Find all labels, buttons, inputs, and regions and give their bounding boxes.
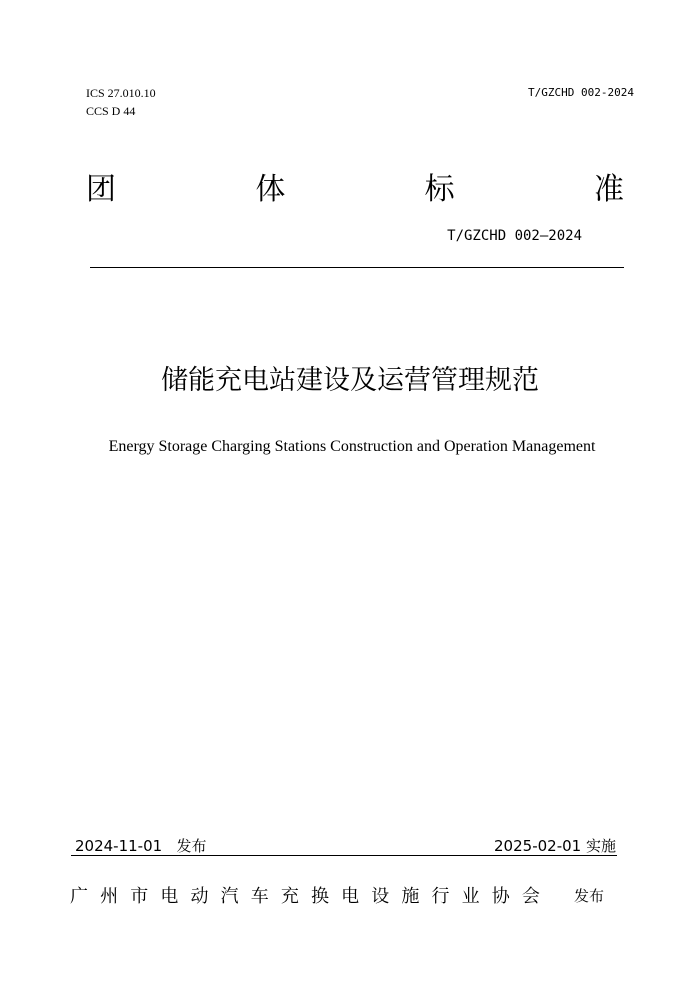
- standard-type-char: 标: [424, 172, 455, 207]
- publish-date-value: 2024-11-01: [75, 837, 163, 855]
- organization-char: 换: [311, 886, 329, 907]
- organization-char: 设: [371, 886, 390, 907]
- organization-char: 行: [431, 886, 450, 907]
- document-title-en: Energy Storage Charging Stations Construction and Operation Management: [108, 438, 596, 455]
- footer-divider: [71, 855, 617, 856]
- organization-char: 市: [130, 886, 149, 907]
- issuing-organization: [70, 882, 540, 908]
- standard-code-header: T/GZCHD 002-2024: [528, 86, 634, 99]
- standard-type-char: 准: [593, 172, 624, 207]
- implement-label: 实施: [585, 837, 616, 855]
- standard-code: T/GZCHD 002—2024: [447, 228, 582, 244]
- organization-char: 动: [190, 886, 209, 907]
- standard-type-char: 团: [86, 172, 116, 207]
- standard-type-char: 体: [255, 172, 286, 207]
- organization-char: 州: [100, 886, 119, 907]
- organization-char: 施: [401, 886, 420, 907]
- organization-char: 业: [461, 886, 480, 907]
- standard-type-title: [86, 166, 624, 206]
- document-title-cn: 储能充电站建设及运营管理规范: [161, 365, 539, 396]
- publish-date: [75, 835, 207, 856]
- ccs-code: CCS D 44: [86, 104, 136, 118]
- implement-date-value: 2025-02-01: [494, 837, 582, 855]
- publish-label: 发布: [176, 837, 207, 855]
- implement-date: [494, 835, 616, 856]
- organization-char: 充: [280, 886, 299, 907]
- organization-char: 电: [160, 886, 179, 907]
- organization-char: 广: [70, 886, 88, 907]
- organization-publish-label: 发布: [574, 887, 605, 905]
- organization-char: 电: [341, 886, 360, 907]
- organization-char: 汽: [220, 886, 239, 907]
- ics-code: ICS 27.010.10: [86, 86, 156, 100]
- organization-char: 会: [521, 886, 540, 907]
- organization-char: 车: [250, 886, 269, 907]
- header-divider: [90, 267, 624, 268]
- organization-char: 协: [491, 886, 510, 907]
